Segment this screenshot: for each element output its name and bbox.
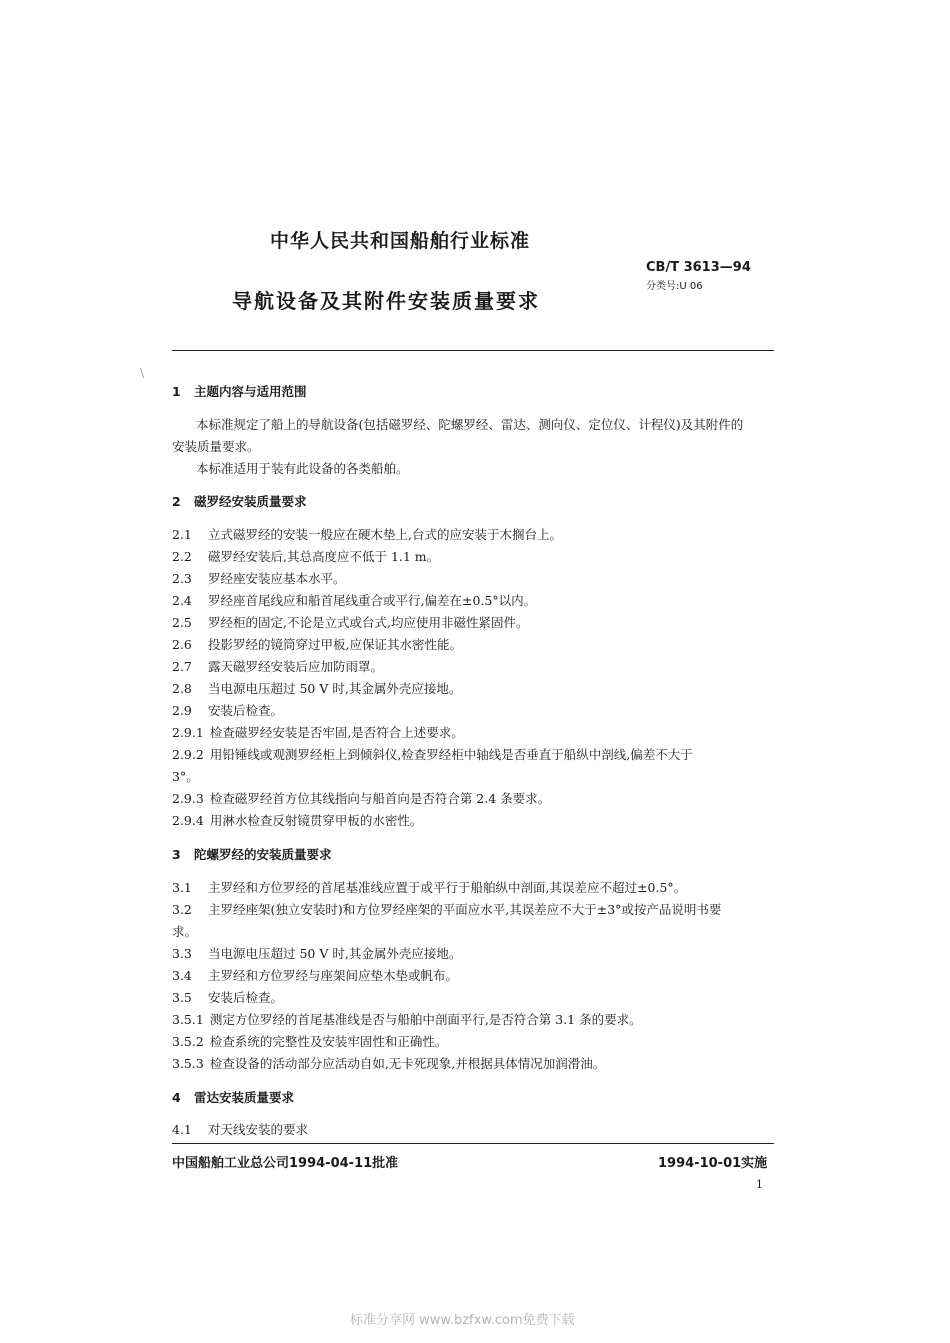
clause-item [172, 657, 383, 675]
scan-artifact: \ [140, 366, 145, 380]
standard-code: CB/T 3613—94 [646, 260, 751, 275]
clause-item [172, 525, 562, 543]
clause-number: 2.3 [172, 571, 192, 586]
clause-item [172, 591, 536, 609]
approval-line: 中国船舶工业总公司1994-04-11批准 [172, 1156, 399, 1171]
clause-text: 检查设备的活动部分应活动自如,无卡死现象,并根据具体情况加润滑油。 [209, 1056, 606, 1071]
section-1-heading [172, 382, 307, 400]
clause-number: 2.7 [172, 659, 192, 674]
effective-date: 1994-10-01实施 [658, 1156, 768, 1171]
clause-item [172, 701, 283, 719]
clause-item [172, 745, 693, 763]
header-divider [172, 350, 774, 351]
clause-text: 用淋水检查反射镜贯穿甲板的水密性。 [209, 813, 423, 828]
footer-divider [172, 1143, 774, 1144]
clause-item [172, 789, 550, 807]
clause-item [172, 1010, 642, 1028]
clause-item [172, 1120, 308, 1138]
clause-text: 测定方位罗经的首尾基准线是否与船舶中剖面平行,是否符合第 3.1 条的要求。 [209, 1012, 642, 1027]
clause-text: 检查系统的完整性及安装牢固性和正确性。 [209, 1034, 448, 1049]
clause-number: 2.9.3 [172, 791, 204, 806]
clause-item [172, 723, 464, 741]
clause-item [172, 900, 721, 918]
section-title: 陀螺罗经的安装质量要求 [194, 847, 332, 862]
clause-item [172, 1032, 447, 1050]
section-4-heading [172, 1088, 294, 1106]
clause-item [172, 811, 422, 829]
section-3-heading [172, 845, 332, 863]
clause-number: 3.5.1 [172, 1012, 204, 1027]
paragraph: 本标准规定了船上的导航设备(包括磁罗经、陀螺罗经、雷达、测向仪、定位仪、计程仪)及其附件的 [196, 417, 744, 432]
clause-item [172, 988, 283, 1006]
classification-number: 分类号:U 06 [646, 281, 703, 292]
section-number: 1 [172, 384, 181, 399]
clause-number: 2.9.1 [172, 725, 204, 740]
clause-text: 当电源电压超过 50 V 时,其金属外壳应接地。 [208, 681, 462, 696]
clause-item [172, 1054, 605, 1072]
clause-item [172, 635, 462, 653]
clause-text: 磁罗经安装后,其总高度应不低于 1.1 m。 [208, 549, 440, 564]
section-number: 2 [172, 494, 181, 509]
clause-item [172, 878, 686, 896]
clause-number: 3.2 [172, 902, 192, 917]
section-title: 磁罗经安装质量要求 [194, 494, 307, 509]
section-number: 3 [172, 847, 181, 862]
clause-text: 主罗经座架(独立安装时)和方位罗经座架的平面应水平,其误差应不大于±3°或按产品说明书要 [208, 902, 722, 917]
clause-text: 检查磁罗经安装是否牢固,是否符合上述要求。 [209, 725, 464, 740]
clause-text: 检查磁罗经首方位其线指向与船首向是否符合第 2.4 条要求。 [209, 791, 551, 806]
clause-text: 罗经座首尾线应和船首尾线重合或平行,偏差在±0.5°以内。 [208, 593, 537, 608]
clause-number: 2.2 [172, 549, 192, 564]
clause-text: 投影罗经的镜筒穿过甲板,应保证其水密性能。 [208, 637, 462, 652]
clause-text: 安装后检查。 [208, 703, 284, 718]
clause-number: 2.4 [172, 593, 192, 608]
clause-number: 3.5 [172, 990, 192, 1005]
industry-standard-title: 中华人民共和国船舶行业标准 [270, 230, 531, 252]
clause-text: 对天线安装的要求 [208, 1122, 309, 1137]
clause-text: 用铅锤线或观测罗经柜上到倾斜仪,检查罗经柜中轴线是否垂直于船纵中剖线,偏差不大于 [209, 747, 693, 762]
clause-number: 3.3 [172, 946, 192, 961]
section-title: 雷达安装质量要求 [194, 1090, 295, 1105]
clause-number: 3.5.3 [172, 1056, 204, 1071]
paragraph: 本标准适用于装有此设备的各类船舶。 [196, 461, 409, 476]
paragraph-continuation: 安装质量要求。 [172, 439, 260, 454]
clause-item [172, 944, 461, 962]
clause-continuation: 求。 [172, 924, 198, 939]
clause-number: 2.5 [172, 615, 192, 630]
watermark: 标准分享网 www.bzfxw.com免费下载 [350, 1313, 575, 1328]
clause-text: 安装后检查。 [208, 990, 284, 1005]
clause-number: 3.5.2 [172, 1034, 204, 1049]
clause-number: 2.9.2 [172, 747, 204, 762]
clause-number: 4.1 [172, 1122, 192, 1137]
clause-text: 立式磁罗经的安装一般应在硬木垫上,台式的应安装于木搁台上。 [208, 527, 562, 542]
clause-number: 2.1 [172, 527, 192, 542]
clause-text: 当电源电压超过 50 V 时,其金属外壳应接地。 [208, 946, 462, 961]
clause-number: 3.1 [172, 880, 192, 895]
clause-text: 罗经柜的固定,不论是立式或台式,均应使用非磁性紧固件。 [208, 615, 529, 630]
clause-text: 主罗经和方位罗经与座架间应垫木垫或帆布。 [208, 968, 459, 983]
clause-number: 2.9.4 [172, 813, 204, 828]
document-title: 导航设备及其附件安装质量要求 [232, 289, 540, 313]
clause-number: 2.6 [172, 637, 192, 652]
clause-text: 露天磁罗经安装后应加防雨罩。 [208, 659, 384, 674]
section-number: 4 [172, 1090, 181, 1105]
clause-item [172, 679, 461, 697]
section-2-heading [172, 492, 307, 510]
clause-item [172, 569, 346, 587]
clause-text: 罗经座安装应基本水平。 [208, 571, 346, 586]
section-title: 主题内容与适用范围 [194, 384, 307, 399]
clause-continuation: 3°。 [172, 769, 199, 784]
page-number: 1 [756, 1178, 763, 1191]
clause-number: 2.9 [172, 703, 192, 718]
clause-number: 3.4 [172, 968, 192, 983]
clause-text: 主罗经和方位罗经的首尾基准线应置于或平行于船舶纵中剖面,其误差应不超过±0.5°。 [208, 880, 687, 895]
clause-item [172, 613, 528, 631]
clause-item [172, 966, 458, 984]
clause-number: 2.8 [172, 681, 192, 696]
clause-item [172, 547, 439, 565]
